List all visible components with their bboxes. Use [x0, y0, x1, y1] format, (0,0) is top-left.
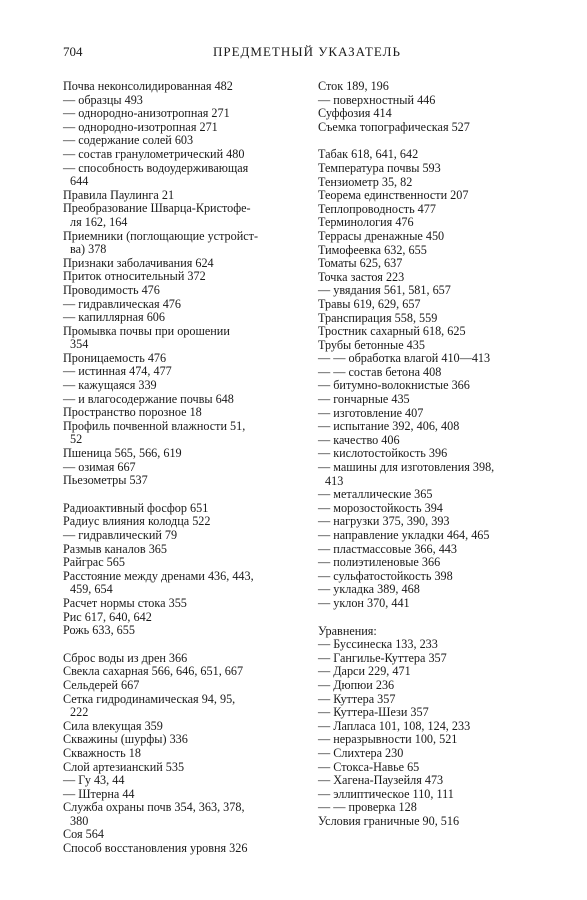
index-entry: Томаты 625, 637 [318, 256, 403, 271]
index-entry: Пространство порозное 18 [63, 405, 202, 420]
index-entry: Съемка топографическая 527 [318, 119, 470, 134]
index-entry: — Стокса-Навье 65 [318, 759, 420, 774]
index-entry: — качество 406 [318, 432, 400, 447]
section-gap [63, 638, 309, 652]
index-entry: Скважность 18 [63, 745, 141, 760]
section-gap [318, 611, 564, 625]
index-entry: — испытание 392, 406, 408 [318, 419, 460, 434]
section-gap [318, 134, 564, 148]
index-entry: Пьезометры 537 [63, 473, 148, 488]
index-entry: — содержание солей 603 [63, 133, 194, 148]
index-entry: Травы 619, 629, 657 [318, 296, 421, 311]
index-entry: Рожь 633, 655 [63, 623, 135, 638]
index-entry: Трубы бетонные 435 [318, 337, 425, 352]
index-entry: Расчет нормы стока 355 [63, 595, 187, 610]
index-entry: — однородно-изотропная 271 [63, 119, 218, 134]
index-entry: — Буссинеска 133, 233 [318, 637, 438, 652]
index-entry: Соя 564 [63, 827, 104, 842]
index-entry: — направление укладки 464, 465 [318, 528, 490, 542]
index-entry: — образцы 493 [63, 92, 143, 107]
index-entry: — пластмассовые 366, 443 [318, 541, 457, 556]
index-entry: Свекла сахарная 566, 646, 651, 667 [63, 664, 244, 679]
index-entry: 380 [70, 813, 89, 828]
index-entry: Признаки заболачивания 624 [63, 255, 214, 270]
index-entry: — неразрывности 100, 521 [318, 732, 458, 747]
index-entry: — Дюпюи 236 [318, 677, 395, 692]
index-entry: Рис 617, 640, 642 [63, 609, 152, 624]
index-entry: — морозостойкость 394 [318, 500, 443, 515]
index-entry: Точка застоя 223 [318, 269, 405, 284]
index-entry: Температура почвы 593 [318, 160, 441, 175]
running-title: ПРЕДМЕТНЫЙ УКАЗАТЕЛЬ [213, 44, 401, 59]
index-entry: — машины для изготовления 398, [318, 460, 495, 475]
index-entry: Служба охраны почв 354, 363, 378, [63, 800, 245, 815]
index-entry: Тростник сахарный 618, 625 [318, 324, 466, 339]
index-entry: — нагрузки 375, 390, 393 [318, 514, 450, 529]
index-entry: — полиэтиленовые 366 [318, 555, 441, 570]
index-entry: Сброс воды из дрен 366 [63, 650, 188, 665]
section-gap [63, 488, 309, 502]
index-entry: Сельдерей 667 [63, 677, 140, 692]
index-entry: Способ восстановления уровня 326 [63, 841, 248, 856]
index-entry: Сток 189, 196 [318, 79, 389, 93]
index-entry: — Гангилье-Куттера 357 [318, 650, 447, 665]
index-entry: — капиллярная 606 [63, 310, 165, 325]
index-entry: — сульфатостойкость 398 [318, 568, 453, 583]
index-entry: — Дарси 229, 471 [318, 664, 411, 679]
index-entry: Транспирация 558, 559 [318, 310, 438, 325]
index-entry: Условия граничные 90, 516 [318, 813, 460, 828]
index-entry: Террасы дренажные 450 [318, 228, 445, 243]
index-entry: Сила влекущая 359 [63, 718, 163, 733]
index-entry: — гидравлическая 476 [63, 296, 181, 311]
index-entry: Радиус влияния колодца 522 [63, 514, 211, 529]
index-entry: Пшеница 565, 566, 619 [63, 446, 182, 461]
index-entry: Размыв каналов 365 [63, 541, 167, 556]
index-entry: Проводимость 476 [63, 282, 160, 297]
index-entry: Слой артезианский 535 [63, 759, 185, 774]
index-entry: ля 162, 164 [70, 214, 128, 229]
index-entry: 222 [70, 705, 89, 720]
index-entry: — кажущаяся 339 [63, 378, 157, 393]
index-entry: Приток относительный 372 [63, 269, 206, 284]
index-entry: — истинная 474, 477 [63, 364, 172, 379]
index-entry: Тимофеевка 632, 655 [318, 242, 427, 257]
index-entry: — Слихтера 230 [318, 745, 404, 760]
index-entry: — битумно-волокнистые 366 [318, 378, 470, 393]
index-entry: — Куттера-Шези 357 [318, 705, 429, 720]
index-entry: — кислотостойкость 396 [318, 446, 448, 461]
index-entry: — поверхностный 446 [318, 92, 436, 107]
index-entry: Суффозия 414 [318, 106, 392, 121]
index-column-right [318, 80, 564, 828]
index-entry: Правила Паулинга 21 [63, 187, 175, 202]
index-entry: Промывка почвы при орошении [63, 323, 230, 338]
index-entry: — способность водоудерживающая [63, 160, 249, 175]
page-number: 704 [63, 44, 83, 59]
index-entry: — Лапласа 101, 108, 124, 233 [318, 718, 471, 733]
index-entry: Радиоактивный фосфор 651 [63, 500, 209, 515]
index-entry: 52 [70, 432, 83, 447]
index-entry: — увядания 561, 581, 657 [318, 283, 451, 298]
index-entry: — — обработка влагой 410—413 [318, 351, 491, 366]
index-entry: — гидравлический 79 [63, 528, 178, 542]
index-entry: — Хагена-Паузейля 473 [318, 773, 444, 788]
index-entry: — металлические 365 [318, 487, 433, 502]
index-entry: Табак 618, 641, 642 [318, 147, 419, 162]
index-entry: Почва неконсолидированная 482 [63, 79, 233, 93]
index-entry: Скважины (шурфы) 336 [63, 732, 188, 747]
index-entry: — Куттера 357 [318, 691, 396, 706]
index-entry: Теплопроводность 477 [318, 201, 436, 216]
index-column-left [63, 80, 309, 856]
index-entry: Уравнения: [318, 623, 377, 638]
index-entry: — уклон 370, 441 [318, 595, 410, 610]
index-entry: Преобразование Шварца-Кристофе- [63, 201, 251, 216]
index-entry: — Штерна 44 [63, 786, 135, 801]
index-entry: 459, 654 [70, 582, 113, 597]
index-entry: 644 [70, 174, 89, 189]
index-entry: — озимая 667 [63, 459, 136, 474]
index-entry: — — проверка 128 [318, 800, 417, 815]
index-entry: Расстояние между дренами 436, 443, [63, 568, 254, 583]
index-entry: Профиль почвенной влажности 51, [63, 418, 246, 433]
index-entry: — и влагосодержание почвы 648 [63, 391, 234, 406]
index-entry: — эллиптическое 110, 111 [318, 786, 454, 801]
index-entry: — состав гранулометрический 480 [63, 146, 245, 161]
index-entry: Сетка гидродинамическая 94, 95, [63, 691, 236, 706]
index-entry: — изготовление 407 [318, 405, 424, 420]
index-entry: — — состав бетона 408 [318, 364, 442, 379]
index-entry: Проницаемость 476 [63, 350, 167, 365]
index-entry: 354 [70, 337, 89, 352]
index-entry: Теорема единственности 207 [318, 188, 469, 203]
index-entry: Райграс 565 [63, 555, 125, 570]
index-entry: — однородно-анизотропная 271 [63, 106, 230, 121]
index-entry: — гончарные 435 [318, 392, 410, 407]
page-header [63, 44, 563, 64]
index-entry: ва) 378 [70, 242, 107, 257]
index-entry: Тензиометр 35, 82 [318, 174, 413, 189]
index-entry: — укладка 389, 468 [318, 582, 420, 597]
index-entry: Терминология 476 [318, 215, 414, 230]
index-entry: Приемники (поглощающие устройст- [63, 228, 259, 243]
index-entry: — Гу 43, 44 [63, 773, 125, 788]
index-entry: 413 [325, 473, 344, 488]
